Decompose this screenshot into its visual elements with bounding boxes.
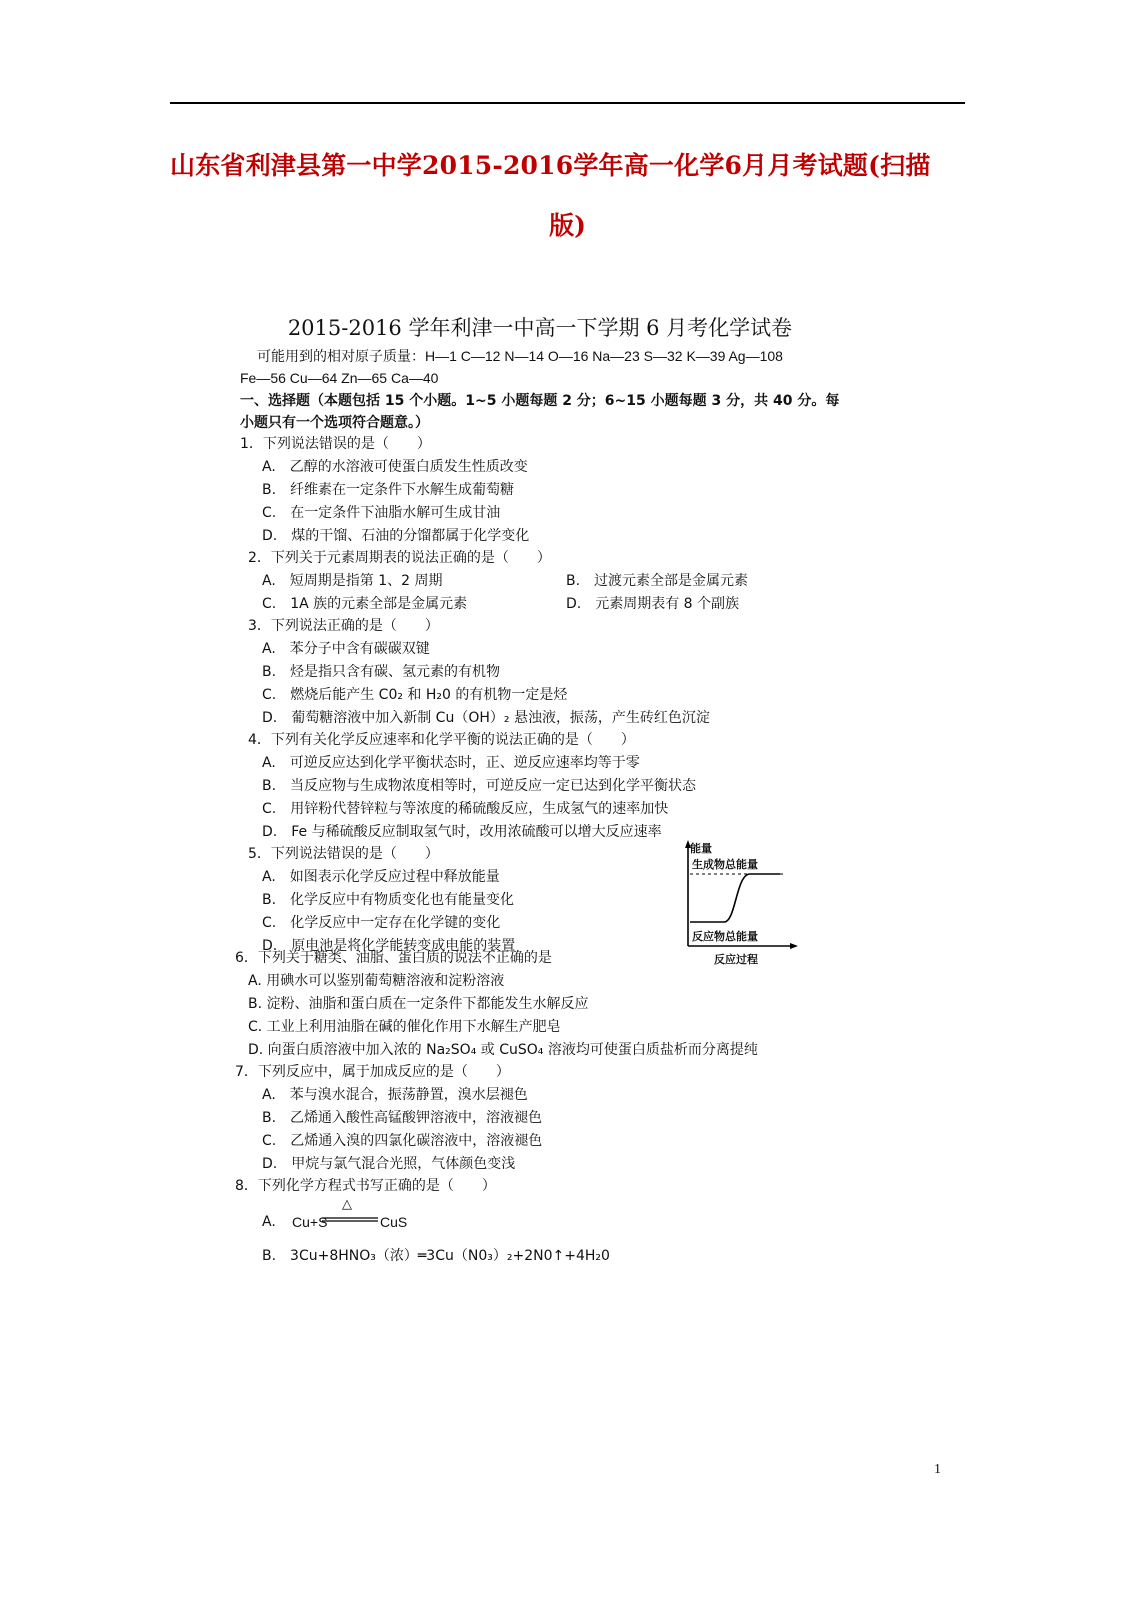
question-4-option-a: A. 可逆反应达到化学平衡状态时，正、逆反应速率均等于零 <box>262 755 640 771</box>
question-1-option-a: A. 乙醇的水溶液可使蛋白质发生性质改变 <box>262 459 528 475</box>
question-4-option-d: D. Fe 与稀硫酸反应制取氢气时，改用浓硫酸可以增大反应速率 <box>262 824 662 840</box>
section-heading-line2: 小题只有一个选项符合题意。） <box>240 415 429 431</box>
question-5-option-b: B. 化学反应中有物质变化也有能量变化 <box>262 892 515 908</box>
question-6-stem: 6．下列关于糖类、油脂、蛋白质的说法不正确的是 <box>235 950 552 966</box>
equation-a-product: CuS <box>380 1214 408 1230</box>
page-number: 1 <box>934 1462 941 1477</box>
question-4-stem: 4．下列有关化学反应速率和化学平衡的说法正确的是（ ） <box>248 732 635 748</box>
question-6-option-b: B. 淀粉、油脂和蛋白质在一定条件下都能发生水解反应 <box>248 996 589 1012</box>
document-title-line1: 山东省利津县第一中学2015-2016学年高一化学6月月考试题(扫描 <box>170 151 931 180</box>
question-5-option-a: A. 如图表示化学反应过程中释放能量 <box>262 869 500 885</box>
question-5-stem: 5．下列说法错误的是（ ） <box>248 846 439 862</box>
question-1-option-c: C. 在一定条件下油脂水解可生成甘油 <box>262 505 501 521</box>
question-2-option-d: D. 元素周期表有 8 个副族 <box>566 596 740 612</box>
question-8-option-b: B. 3Cu+8HNO₃（浓）═3Cu（N0₃）₂+2N0↑+4H₂0 <box>262 1248 610 1264</box>
question-3-stem: 3．下列说法正确的是（ ） <box>248 618 439 634</box>
question-3-option-b: B. 烃是指只含有碳、氢元素的有机物 <box>262 664 501 680</box>
question-3-option-c: C. 燃烧后能产生 C0₂ 和 H₂0 的有机物一定是烃 <box>262 687 568 703</box>
question-7-option-d: D. 甲烷与氯气混合光照，气体颜色变浅 <box>262 1156 516 1172</box>
question-2-option-a: A. 短周期是指第 1、2 周期 <box>262 573 443 589</box>
question-2-stem: 2．下列关于元素周期表的说法正确的是（ ） <box>248 550 551 566</box>
question-3-option-a: A. 苯分子中含有碳碳双键 <box>262 641 430 657</box>
question-4-option-c: C. 用锌粉代替锌粒与等浓度的稀硫酸反应，生成氢气的速率加快 <box>262 801 669 817</box>
energy-diagram <box>684 838 804 968</box>
document-title-line2: 版) <box>549 211 586 240</box>
reactant-energy-label: 反应物总能量 <box>692 930 758 943</box>
question-2-option-b: B. 过渡元素全部是金属元素 <box>566 573 749 589</box>
question-7-option-c: C. 乙烯通入溴的四氯化碳溶液中，溶液褪色 <box>262 1133 543 1149</box>
question-1-stem: 1．下列说法错误的是（ ） <box>240 436 431 452</box>
reaction-process-label: 反应过程 <box>714 953 758 966</box>
heat-condition: △ <box>342 1197 352 1212</box>
energy-y-label: 能量 <box>690 842 712 855</box>
atomic-masses-line2: Fe—56 Cu—64 Zn—65 Ca—40 <box>240 370 439 386</box>
question-6-option-a: A. 用碘水可以鉴别葡萄糖溶液和淀粉溶液 <box>248 973 505 989</box>
equation-a-reactants: Cu+S <box>292 1214 328 1230</box>
energy-axis-x-arrow <box>790 943 798 949</box>
question-7-option-a: A. 苯与溴水混合，振荡静置，溴水层褪色 <box>262 1087 528 1103</box>
question-5-option-d: D. 原电池是将化学能转变成电能的装置 <box>262 938 516 954</box>
question-2-option-c: C. 1A 族的元素全部是金属元素 <box>262 596 468 612</box>
question-7-option-b: B. 乙烯通入酸性高锰酸钾溶液中，溶液褪色 <box>262 1110 543 1126</box>
energy-curve <box>690 874 780 922</box>
question-8-option-a: A. <box>262 1214 276 1230</box>
section-heading-line1: 一、选择题（本题包括 15 个小题。1~5 小题每题 2 分；6~15 小题每题 3 分，共 40 分。每 <box>240 393 840 409</box>
product-energy-label: 生成物总能量 <box>692 858 758 871</box>
question-5-option-c: C. 化学反应中一定存在化学键的变化 <box>262 915 501 931</box>
question-1-option-d: D. 煤的干馏、石油的分馏都属于化学变化 <box>262 528 530 544</box>
question-4-option-b: B. 当反应物与生成物浓度相等时，可逆反应一定已达到化学平衡状态 <box>262 778 697 794</box>
exam-title: 2015-2016 学年利津一中高一下学期 6 月考化学试卷 <box>287 316 793 340</box>
question-8-stem: 8．下列化学方程式书写正确的是（ ） <box>235 1178 496 1194</box>
header-rule <box>170 102 965 104</box>
question-1-option-b: B. 纤维素在一定条件下水解生成葡萄糖 <box>262 482 515 498</box>
question-7-stem: 7．下列反应中，属于加成反应的是（ ） <box>235 1064 510 1080</box>
atomic-masses-line1: 可能用到的相对原子质量：H—1 C—12 N—14 O—16 Na—23 S—32 K—39 Ag—108 <box>257 348 783 364</box>
question-6-option-c: C. 工业上利用油脂在碱的催化作用下水解生产肥皂 <box>248 1019 561 1035</box>
equation-a-arrow <box>322 1198 378 1228</box>
question-6-option-d: D. 向蛋白质溶液中加入浓的 Na₂SO₄ 或 CuSO₄ 溶液均可使蛋白质盐析而分离提纯 <box>248 1042 758 1058</box>
question-3-option-d: D. 葡萄糖溶液中加入新制 Cu（OH）₂ 悬浊液，振荡，产生砖红色沉淀 <box>262 710 710 726</box>
